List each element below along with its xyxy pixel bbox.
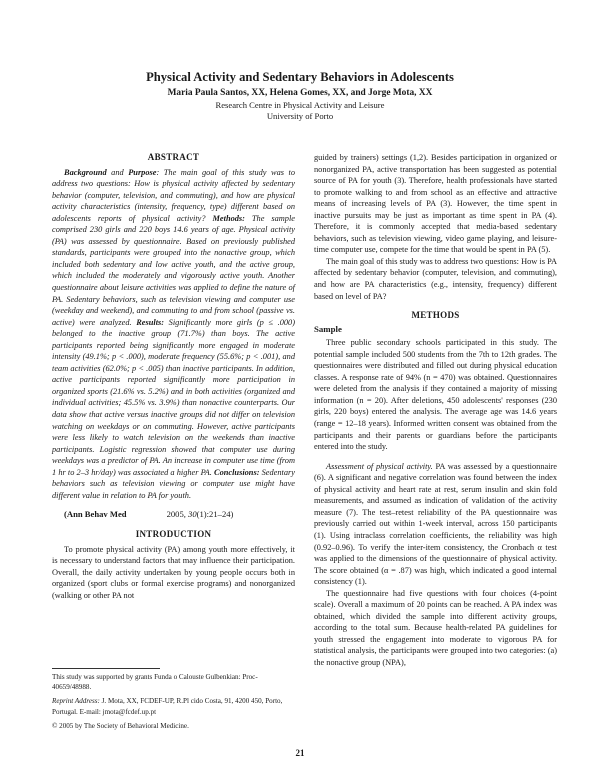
author-list: Maria Paula Santos, XX, Helena Gomes, XX, and Jorge Mota, XX	[167, 88, 433, 98]
citation-issue-pages: (1):21–24)	[196, 509, 234, 520]
reprint-label: Reprint Address:	[52, 697, 100, 706]
goal-paragraph: The main goal of this study was to address two questions: How is PA affected by sedentary behavior (computer, television, and commuting), and how are PA characteristics (e.g., intensity, frequency) different based on level of PA?	[314, 256, 557, 301]
abstract-body	[52, 167, 295, 502]
conclusions-text: Sedentary behaviors such as television viewing or computer use might have different value in relation to PA for youth.	[52, 467, 295, 500]
citation-year: 2005,	[166, 509, 189, 520]
introduction-paragraph: To promote physical activity (PA) among youth more effectively, it is necessary to understand factors that may influence their participation. Overall, the daily activity undertaken by young people occurs both in organized (sport clubs or formal exercise programs) and nonorganized (walking or other PA not	[52, 544, 295, 600]
paper-title: Physical Activity and Sedentary Behaviors in Adolescents	[146, 70, 454, 84]
questionnaire-paragraph: The questionnaire had five questions with four choices (4-point scale). Overall a maximum of 20 points can be reached. A PA index was obtained, which divided the sample into different activity groups, according to the total sum. Because health-related PA guidelines for youth stressed the engagement into moderate to vigorous PA for statistical analysis, the participants were grouped into two categories: (a) the nonactive group (NPA),	[314, 588, 557, 667]
results-text: Significantly more girls (p ≤ .000) belonged to the inactive group (71.7%) than boys. The active participants reported being significantly more engaged in moderate intensity (49.1%; p < .000), moderate frequency (55.6%; p < .001), and team activities (62.0%; p < .005) than inactive participants. In addition, active participants reported significantly more participation in organized sports (21.6% vs. 5.2%) and in both activities (organized and individual activities; 45.5% vs. 3.9%) than nonactive counterparts. Our data show that active versus inactive groups did not differ on television watching on weekdays or on commuting. However, active participants were less likely to watch television on the weekends than inactive participants. Logistic regression showed that computer use during weekdays was a predictor of PA. An increase in computer use time (from 1 hr to 2–3 hr/day) was associated a higher PA.	[52, 317, 295, 477]
sample-paragraph: Three public secondary schools participated in this study. The potential sample included 500 students from the 7th to 12th grades. The questionnaires were distributed and filled out during physical education classes. A response rate of 94% (n = 470) was obtained. Questionnaires were deleted from the analysis if they contained a majority of missing information (n = 20). After deletions, 450 adolescents' responses (230 girls, 220 boys) entered the analysis. The average age was 14.6 years (range = 12–18 years). Informed written consent was obtained from the participants and their parents or guardians before the participants entered into the study.	[314, 338, 557, 452]
purpose-text: : The main goal of this study was to address two questions: How is physical activity affected by sedentary behavior (computer, television, and commuting), and how are physical activity characteristics (intensity, frequency, type) different based on adolescents reports of physical activity?	[52, 167, 296, 223]
page-number: 21	[295, 748, 305, 758]
assessment-label: Assessment of physical activity.	[326, 461, 433, 471]
methods-text: The sample comprised 230 girls and 220 boys 14.6 years of age. Physical activity (PA) was assessed by questionnaire. Based on previously published standards, participants were grouped into the nonactive group, which included both sedentary and low active youth, and the active group, which included the moderately and vigorously active youth. Another questionnaire about leisure activities was applied to define the nature of PA. Sedentary behaviors, such as television viewing and computer use (weekday and weekend), and commuting to and from school (passive vs. active) were analyzed.	[52, 213, 296, 327]
background-label: Background	[64, 167, 107, 177]
footnotes	[52, 672, 295, 731]
sample-heading: Sample	[314, 323, 342, 334]
footnote-rule	[52, 668, 160, 669]
assessment-paragraph	[314, 461, 557, 588]
affiliation-line-2: University of Porto	[266, 111, 334, 121]
abstract-paragraph	[52, 167, 295, 502]
affiliation-line-1: Research Centre in Physical Activity and Leisure	[215, 100, 385, 110]
purpose-label: Purpose	[128, 167, 157, 177]
results-label: Results:	[136, 317, 165, 327]
citation-journal: (Ann Behav Med	[64, 509, 127, 520]
methods-heading: METHODS	[411, 310, 460, 321]
left-column	[52, 152, 295, 601]
and-word: and	[106, 167, 129, 177]
reprint-note	[52, 696, 295, 716]
citation-volume: 30	[188, 509, 197, 520]
introduction-heading: INTRODUCTION	[135, 528, 212, 539]
copyright-note: © 2005 by The Society of Behavioral Medicine.	[52, 721, 189, 730]
reprint-text: J. Mota, XX, FCDEF-UP, R.Pl cido Costa, 91, 4200 450, Porto, Portugal. E-mail: jmota@fcdef.up.pt	[52, 697, 283, 716]
methods-label: Methods:	[212, 213, 245, 223]
conclusions-label: Conclusions:	[214, 467, 260, 477]
funding-note: This study was supported by grants Funda o Calouste Gulbenkian: Proc-40659/48988.	[52, 673, 258, 692]
right-column	[314, 152, 557, 669]
abstract-heading: ABSTRACT	[147, 152, 200, 162]
assessment-text: PA was assessed by a questionnaire (6). A significant and negative correlation was found between the index of physical activity and heart rate at rest, serum insulin and skin fold measurements, and assumed as indication of validation of the activity measure (7). The test–retest reliability of the PA questionnaire was previously carried out within 1-week interval, across 150 participants (1). Using intraclass correlation coefficients, the reliability was high (0.92–0.96). To verify the inter-item consistency, the Cronbach α test was applied to the dimensions of the questionnaire of physical activity. The score obtained (α = .87) was high, which indicated a good internal consistency (1).	[314, 461, 557, 587]
citation-line	[52, 509, 295, 521]
intro-continued-paragraph: guided by trainers) settings (1,2). Besides participation in organized or nonorganized PA, active transportation has been suggested as potential source of PA for youth (3). Therefore, health professionals have started to promote walking to and from school as an effective and attractive means of increasing levels of PA (3). However, the time spent in inactive pursuits may be just as important as time spent in PA (4). Therefore, it is commonly accepted that media-based sedentary behaviors, such as television viewing, video game playing, and leisure-time computer use, compete for the time that would be spent in PA (5).	[314, 153, 557, 255]
